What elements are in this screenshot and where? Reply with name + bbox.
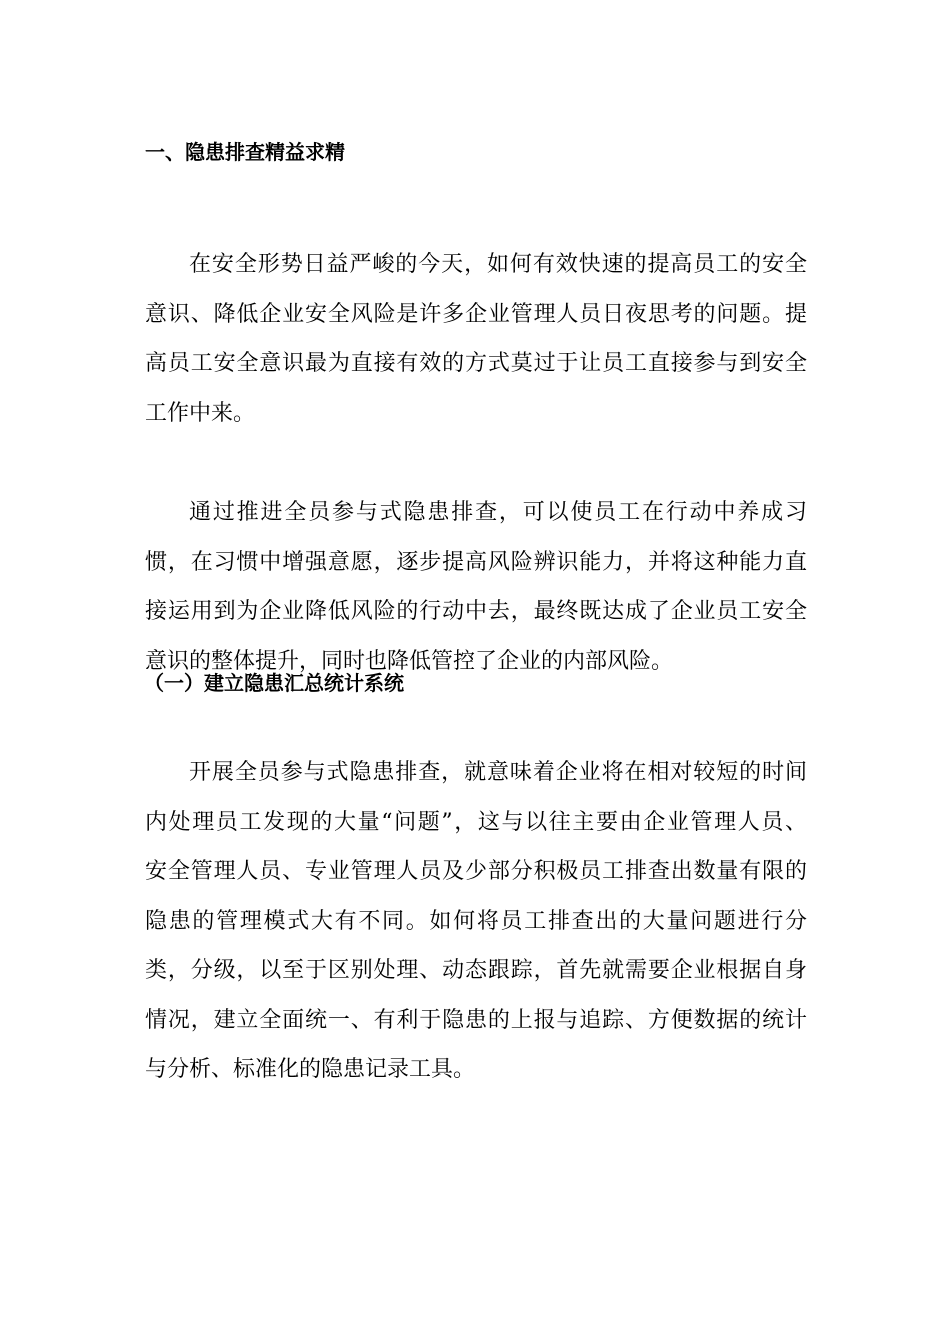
paragraph-line: 惯，在习惯中增强意愿，逐步提高风险辨识能力，并将这种能力直 — [145, 549, 807, 575]
paragraph-2 — [145, 488, 807, 686]
paragraph-line: 开展全员参与式隐患排查，就意味着企业将在相对较短的时间 — [189, 760, 807, 785]
paragraph-line: 意识的整体提升，同时也降低管控了企业的内部风险。 — [145, 648, 674, 674]
paragraph-line: 通过推进全员参与式隐患排查，可以使员工在行动中养成习 — [189, 500, 807, 525]
paragraph-line: 接运用到为企业降低风险的行动中去，最终既达成了企业员工安全 — [145, 599, 807, 624]
paragraph-3 — [145, 748, 807, 1095]
section-heading: 一、隐患排查精益求精 — [145, 140, 345, 164]
subsection-heading: （一）建立隐患汇总统计系统 — [144, 671, 404, 695]
paragraph-line: 工作中来。 — [145, 400, 256, 426]
paragraph-line: 类，分级，以至于区别处理、动态跟踪，首先就需要企业根据自身 — [145, 958, 807, 983]
paragraph-line: 与分析、标准化的隐患记录工具。 — [145, 1057, 476, 1082]
paragraph-line: 隐患的管理模式大有不同。如何将员工排查出的大量问题进行分 — [145, 908, 807, 934]
paragraph-line: 在安全形势日益严峻的今天，如何有效快速的提高员工的安全 — [189, 252, 807, 277]
paragraph-1 — [145, 240, 807, 438]
paragraph-line: 安全管理人员、专业管理人员及少部分积极员工排查出数量有限的 — [145, 859, 807, 884]
paragraph-line: 高员工安全意识最为直接有效的方式莫过于让员工直接参与到安全 — [145, 351, 807, 376]
paragraph-line: 意识、降低企业安全风险是许多企业管理人员日夜思考的问题。提 — [145, 301, 807, 327]
paragraph-line: 情况，建立全面统一、有利于隐患的上报与追踪、方便数据的统计 — [145, 1007, 807, 1033]
paragraph-line: 内处理员工发现的大量“问题”，这与以往主要由企业管理人员、 — [145, 809, 807, 835]
